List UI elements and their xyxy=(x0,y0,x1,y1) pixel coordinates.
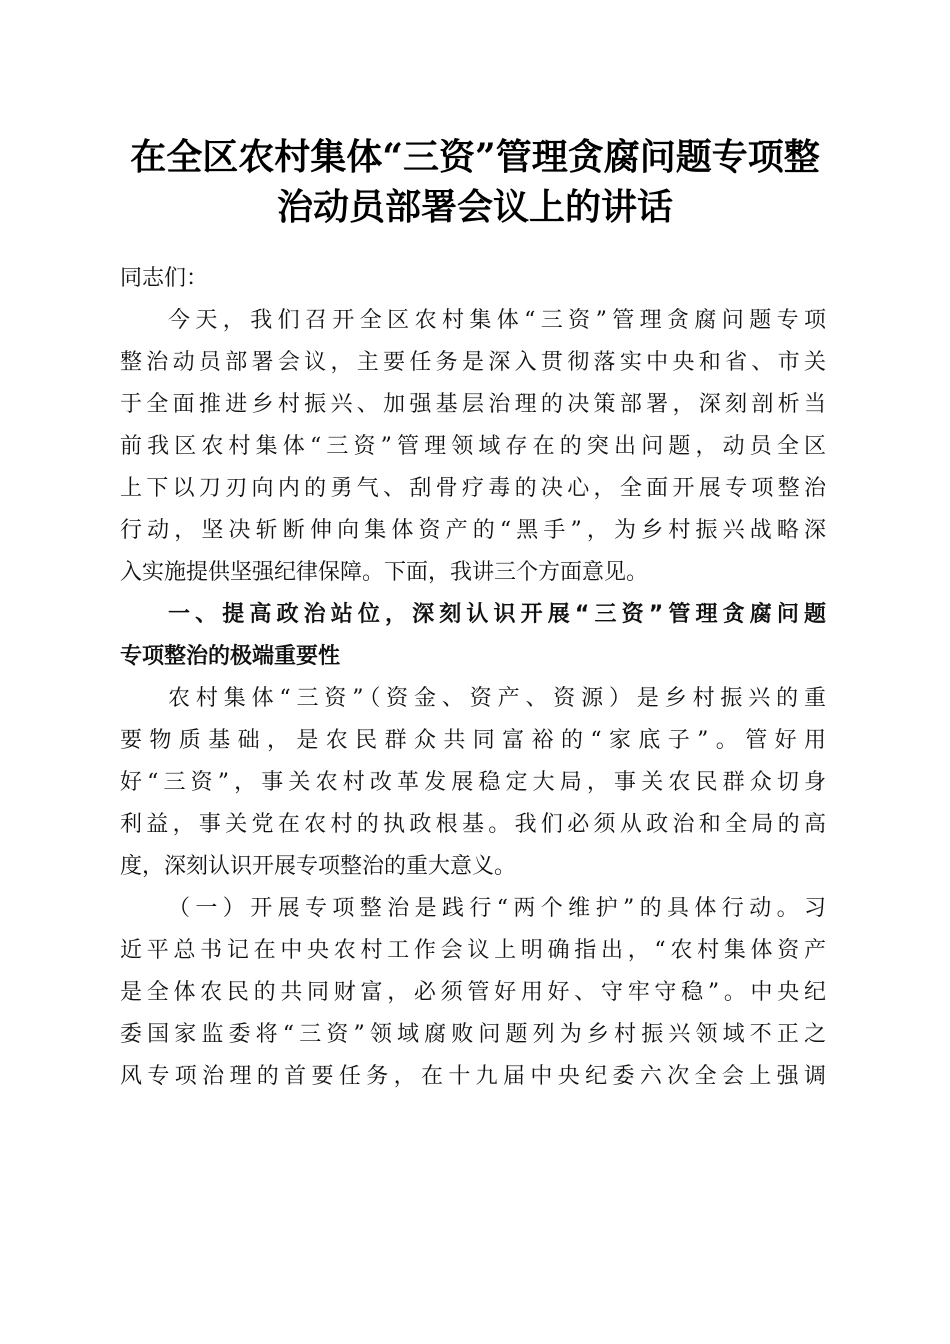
paragraph-line: 于全面推进乡村振兴、加强基层治理的决策部署，深刻剖析当 xyxy=(120,392,826,417)
paragraph-line: 利益，事关党在农村的执政根基。我们必须从政治和全局的高 xyxy=(120,812,826,837)
paragraph-line: 近平总书记在中央农村工作会议上明确指出，“农村集体资产 xyxy=(120,938,826,963)
subsection-1-paragraph xyxy=(120,888,826,1098)
paragraph-line: 委国家监委将“三资”领域腐败问题列为乡村振兴领域不正之 xyxy=(120,1022,826,1047)
paragraph-line: 风专项治理的首要任务，在十九届中央纪委六次全会上强调 xyxy=(120,1064,826,1089)
paragraph-line: （一）开展专项整治是践行“两个维护”的具体行动。习 xyxy=(168,896,826,921)
paragraph-line: 要物质基础，是农民群众共同富裕的“家底子”。管好用 xyxy=(120,728,826,753)
paragraph-line: 好“三资”，事关农村改革发展稳定大局，事关农民群众切身 xyxy=(120,770,826,795)
section-1-paragraph xyxy=(120,678,826,888)
paragraph-line: 前我区农村集体“三资”管理领域存在的突出问题，动员全区 xyxy=(120,434,826,459)
intro-paragraph xyxy=(120,300,826,594)
paragraph-line: 今天，我们召开全区农村集体“三资”管理贪腐问题专项 xyxy=(168,308,826,333)
heading-line: 一、提高政治站位，深刻认识开展“三资”管理贪腐问题 xyxy=(168,602,826,627)
heading-line: 专项整治的极端重要性 xyxy=(120,644,341,669)
paragraph-line: 农村集体“三资”（资金、资产、资源）是乡村振兴的重 xyxy=(168,686,826,711)
title-line-2: 治动员部署会议上的讲话 xyxy=(276,186,673,228)
paragraph-line: 上下以刀刃向内的勇气、刮骨疗毒的决心，全面开展专项整治 xyxy=(120,476,826,501)
paragraph-line: 入实施提供坚强纪律保障。下面，我讲三个方面意见。 xyxy=(120,560,649,585)
salutation: 同志们： xyxy=(120,266,209,291)
page-title xyxy=(100,132,850,232)
speech-body xyxy=(120,258,826,1098)
paragraph-line: 是全体农民的共同财富，必须管好用好、守牢守稳”。中央纪 xyxy=(120,980,826,1005)
paragraph-line: 整治动员部署会议，主要任务是深入贯彻落实中央和省、市关 xyxy=(120,350,826,375)
paragraph-line: 度，深刻认识开展专项整治的重大意义。 xyxy=(120,854,517,879)
paragraph-line: 行动，坚决斩断伸向集体资产的“黑手”，为乡村振兴战略深 xyxy=(120,518,826,543)
section-1-heading xyxy=(120,594,826,678)
title-line-1: 在全区农村集体“三资”管理贪腐问题专项整 xyxy=(130,136,820,178)
